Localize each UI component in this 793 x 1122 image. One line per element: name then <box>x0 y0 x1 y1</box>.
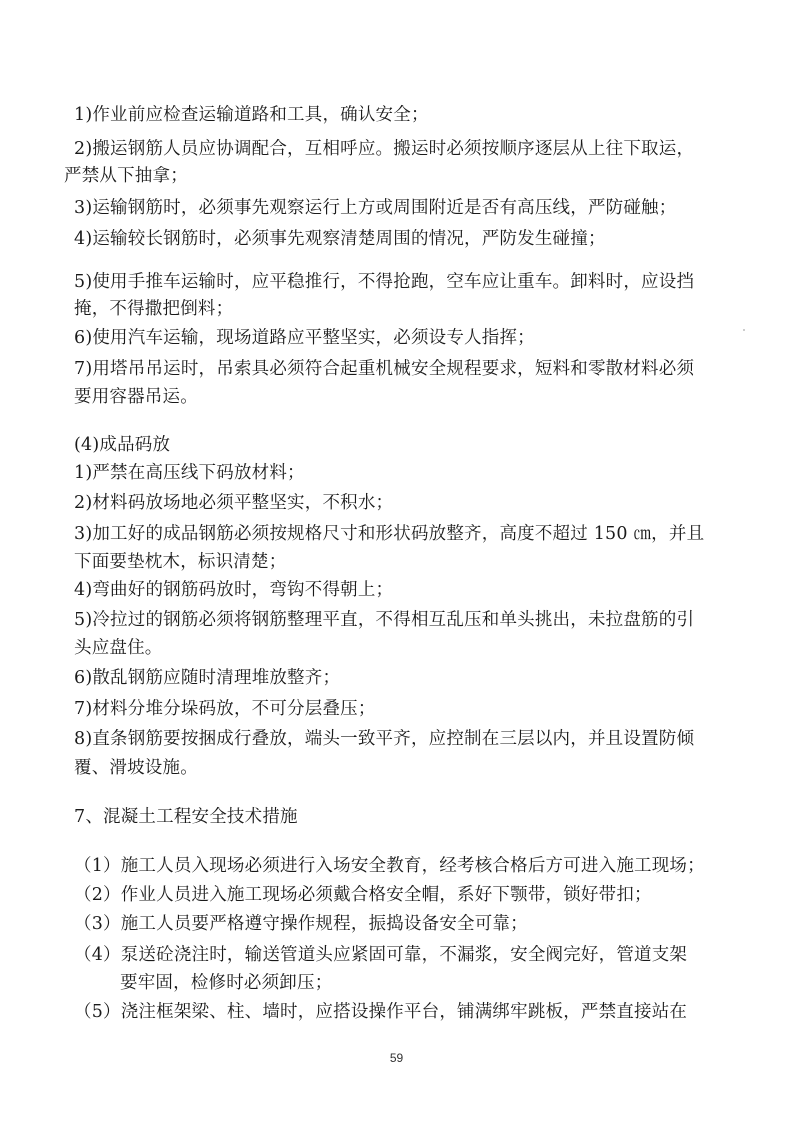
concrete-item-4-cont: 要牢固，检修时必须卸压； <box>120 973 333 993</box>
stacking-item-8-cont: 覆、滑坡设施。 <box>74 758 198 778</box>
concrete-item-4: （4）泵送砼浇注时，输送管道头应紧固可靠，不漏浆，安全阀完好，管道支架 <box>74 945 688 965</box>
stacking-heading: (4)成品码放 <box>74 435 171 455</box>
transport-item-4: 4)运输较长钢筋时，必须事先观察清楚周围的情况，严防发生碰撞； <box>74 229 606 249</box>
concrete-item-2: （2）作业人员进入施工现场必须戴合格安全帽，系好下颚带，锁好带扣； <box>74 885 652 905</box>
transport-item-5-cont: 掩，不得撒把倒料； <box>74 299 234 319</box>
transport-item-3: 3)运输钢筋时，必须事先观察运行上方或周围附近是否有高压线，严防碰触； <box>74 198 677 218</box>
transport-item-6: 6)使用汽车运输，现场道路应平整坚实，必须设专人指挥； <box>74 328 535 348</box>
transport-item-5: 5)使用手推车运输时，应平稳推行，不得抢跑，空车应让重车。卸料时，应设挡 <box>74 272 695 292</box>
concrete-item-3: （3）施工人员要严格遵守操作规程，振捣设备安全可靠； <box>74 914 528 934</box>
stacking-item-8: 8)直条钢筋要按捆成行叠放，端头一致平齐，应控制在三层以内，并且设置防倾 <box>74 729 695 749</box>
stacking-item-5: 5)冷拉过的钢筋必须将钢筋整理平直，不得相互乱压和单头挑出，未拉盘筋的引 <box>74 610 695 630</box>
concrete-item-1: （1）施工人员入现场必须进行入场安全教育，经考核合格后方可进入施工现场； <box>74 856 705 876</box>
page-number: 59 <box>389 1051 404 1065</box>
stacking-item-3: 3)加工好的成品钢筋必须按规格尺寸和形状码放整齐，高度不超过 150 ㎝，并且 <box>74 524 705 544</box>
transport-item-2-cont: 严禁从下抽拿； <box>64 166 188 186</box>
transport-item-7-cont: 要用容器吊运。 <box>74 387 198 407</box>
transport-item-2: 2)搬运钢筋人员应协调配合，互相呼应。搬运时必须按顺序逐层从上往下取运， <box>74 139 695 159</box>
transport-item-1: 1)作业前应检查运输道路和工具，确认安全； <box>74 105 429 125</box>
stacking-item-5-cont: 头应盘住。 <box>74 638 163 658</box>
concrete-item-5: （5）浇注框架梁、柱、墙时，应搭设操作平台，铺满绑牢跳板，严禁直接站在 <box>74 1002 688 1022</box>
stacking-item-6: 6)散乱钢筋应随时清理堆放整齐； <box>74 668 341 688</box>
concrete-heading: 7、混凝土工程安全技术措施 <box>74 807 298 827</box>
stacking-item-7: 7)材料分堆分垛码放，不可分层叠压； <box>74 699 376 719</box>
stacking-item-2: 2)材料码放场地必须平整坚实，不积水； <box>74 493 394 513</box>
stacking-item-1: 1)严禁在高压线下码放材料； <box>74 463 305 483</box>
transport-item-7: 7)用塔吊吊运时，吊索具必须符合起重机械安全规程要求，短料和零散材料必须 <box>74 359 695 379</box>
stacking-item-4: 4)弯曲好的钢筋码放时，弯钩不得朝上； <box>74 580 394 600</box>
stacking-item-3-cont: 下面要垫枕木，标识清楚； <box>74 552 287 572</box>
scan-speck <box>743 329 745 331</box>
